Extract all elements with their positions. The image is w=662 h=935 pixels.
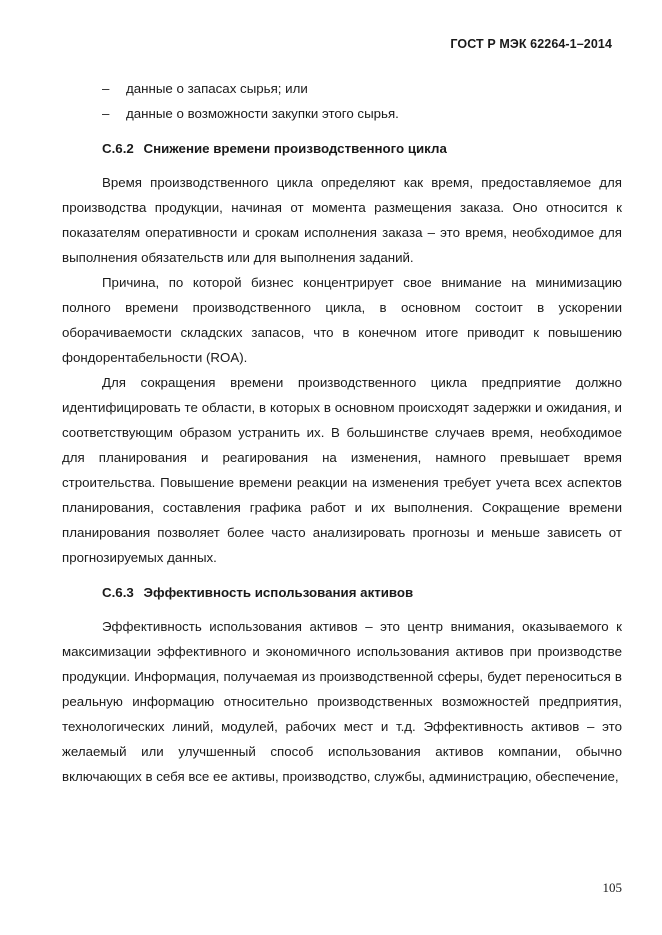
list-dash: – xyxy=(102,81,110,96)
paragraph: Для сокращения времени производственного цикла предприятие должно идентифицировать те области, в которых в основном происходят задержки и ожидания, и соответствующим образом устранить их. В большинстве случаев время, необходимое для планирования и реагирования на изменения, намного превышает время строительства. Повышение времени реакции на изменения требует учета всех аспектов планирования, составления графика работ и их выполнения. Сокращение времени планирования позволяет более часто анализировать прогнозы и меньше зависеть от прогнозируемых данных. xyxy=(62,375,622,565)
paragraph: Причина, по которой бизнес концентрирует свое внимание на минимизацию полного времени производственного цикла, в основном состоит в ускорении оборачиваемости складских запасов, что в конечном итоге приводит к повышению фондорентабельности (ROA). xyxy=(62,275,622,365)
paragraph: Время производственного цикла определяют как время, предоставляемое для производства продукции, начиная от момента размещения заказа. Оно относится к показателям оперативности и срокам исполнения заказа – это время, необходимое для выполнения обязательств или для выполнения заданий. xyxy=(62,175,622,265)
list-item-text: данные о возможности закупки этого сырья. xyxy=(126,106,399,121)
paragraph: Эффективность использования активов – это центр внимания, оказываемого к максимизации эффективного и экономичного использования активов при производстве продукции. Информация, получаемая из производственной сферы, будет переноситься в реальную информацию относительно производственных возможностей предприятия, технологических линий, модулей, рабочих мест и т.д. Эффективность активов – это желаемый или улучшенный способ использования активов компании, обычно включающих в себя все ее активы, производство, службы, администрацию, обеспечение, xyxy=(62,619,622,784)
list-item xyxy=(62,101,622,126)
list-item xyxy=(62,76,622,101)
page-content xyxy=(62,76,622,789)
page-number: 105 xyxy=(602,880,622,895)
document-header: ГОСТ Р МЭК 62264-1–2014 xyxy=(450,37,612,51)
section-number: С.6.3 xyxy=(102,585,134,600)
section-title: Снижение времени производственного цикла xyxy=(143,141,447,156)
section-heading-6-2 xyxy=(62,136,622,161)
section-heading-6-3 xyxy=(62,580,622,605)
section-number: С.6.2 xyxy=(102,141,134,156)
section-title: Эффективность использования активов xyxy=(143,585,414,600)
list-dash: – xyxy=(102,106,110,121)
list-item-text: данные о запасах сырья; или xyxy=(126,81,308,96)
